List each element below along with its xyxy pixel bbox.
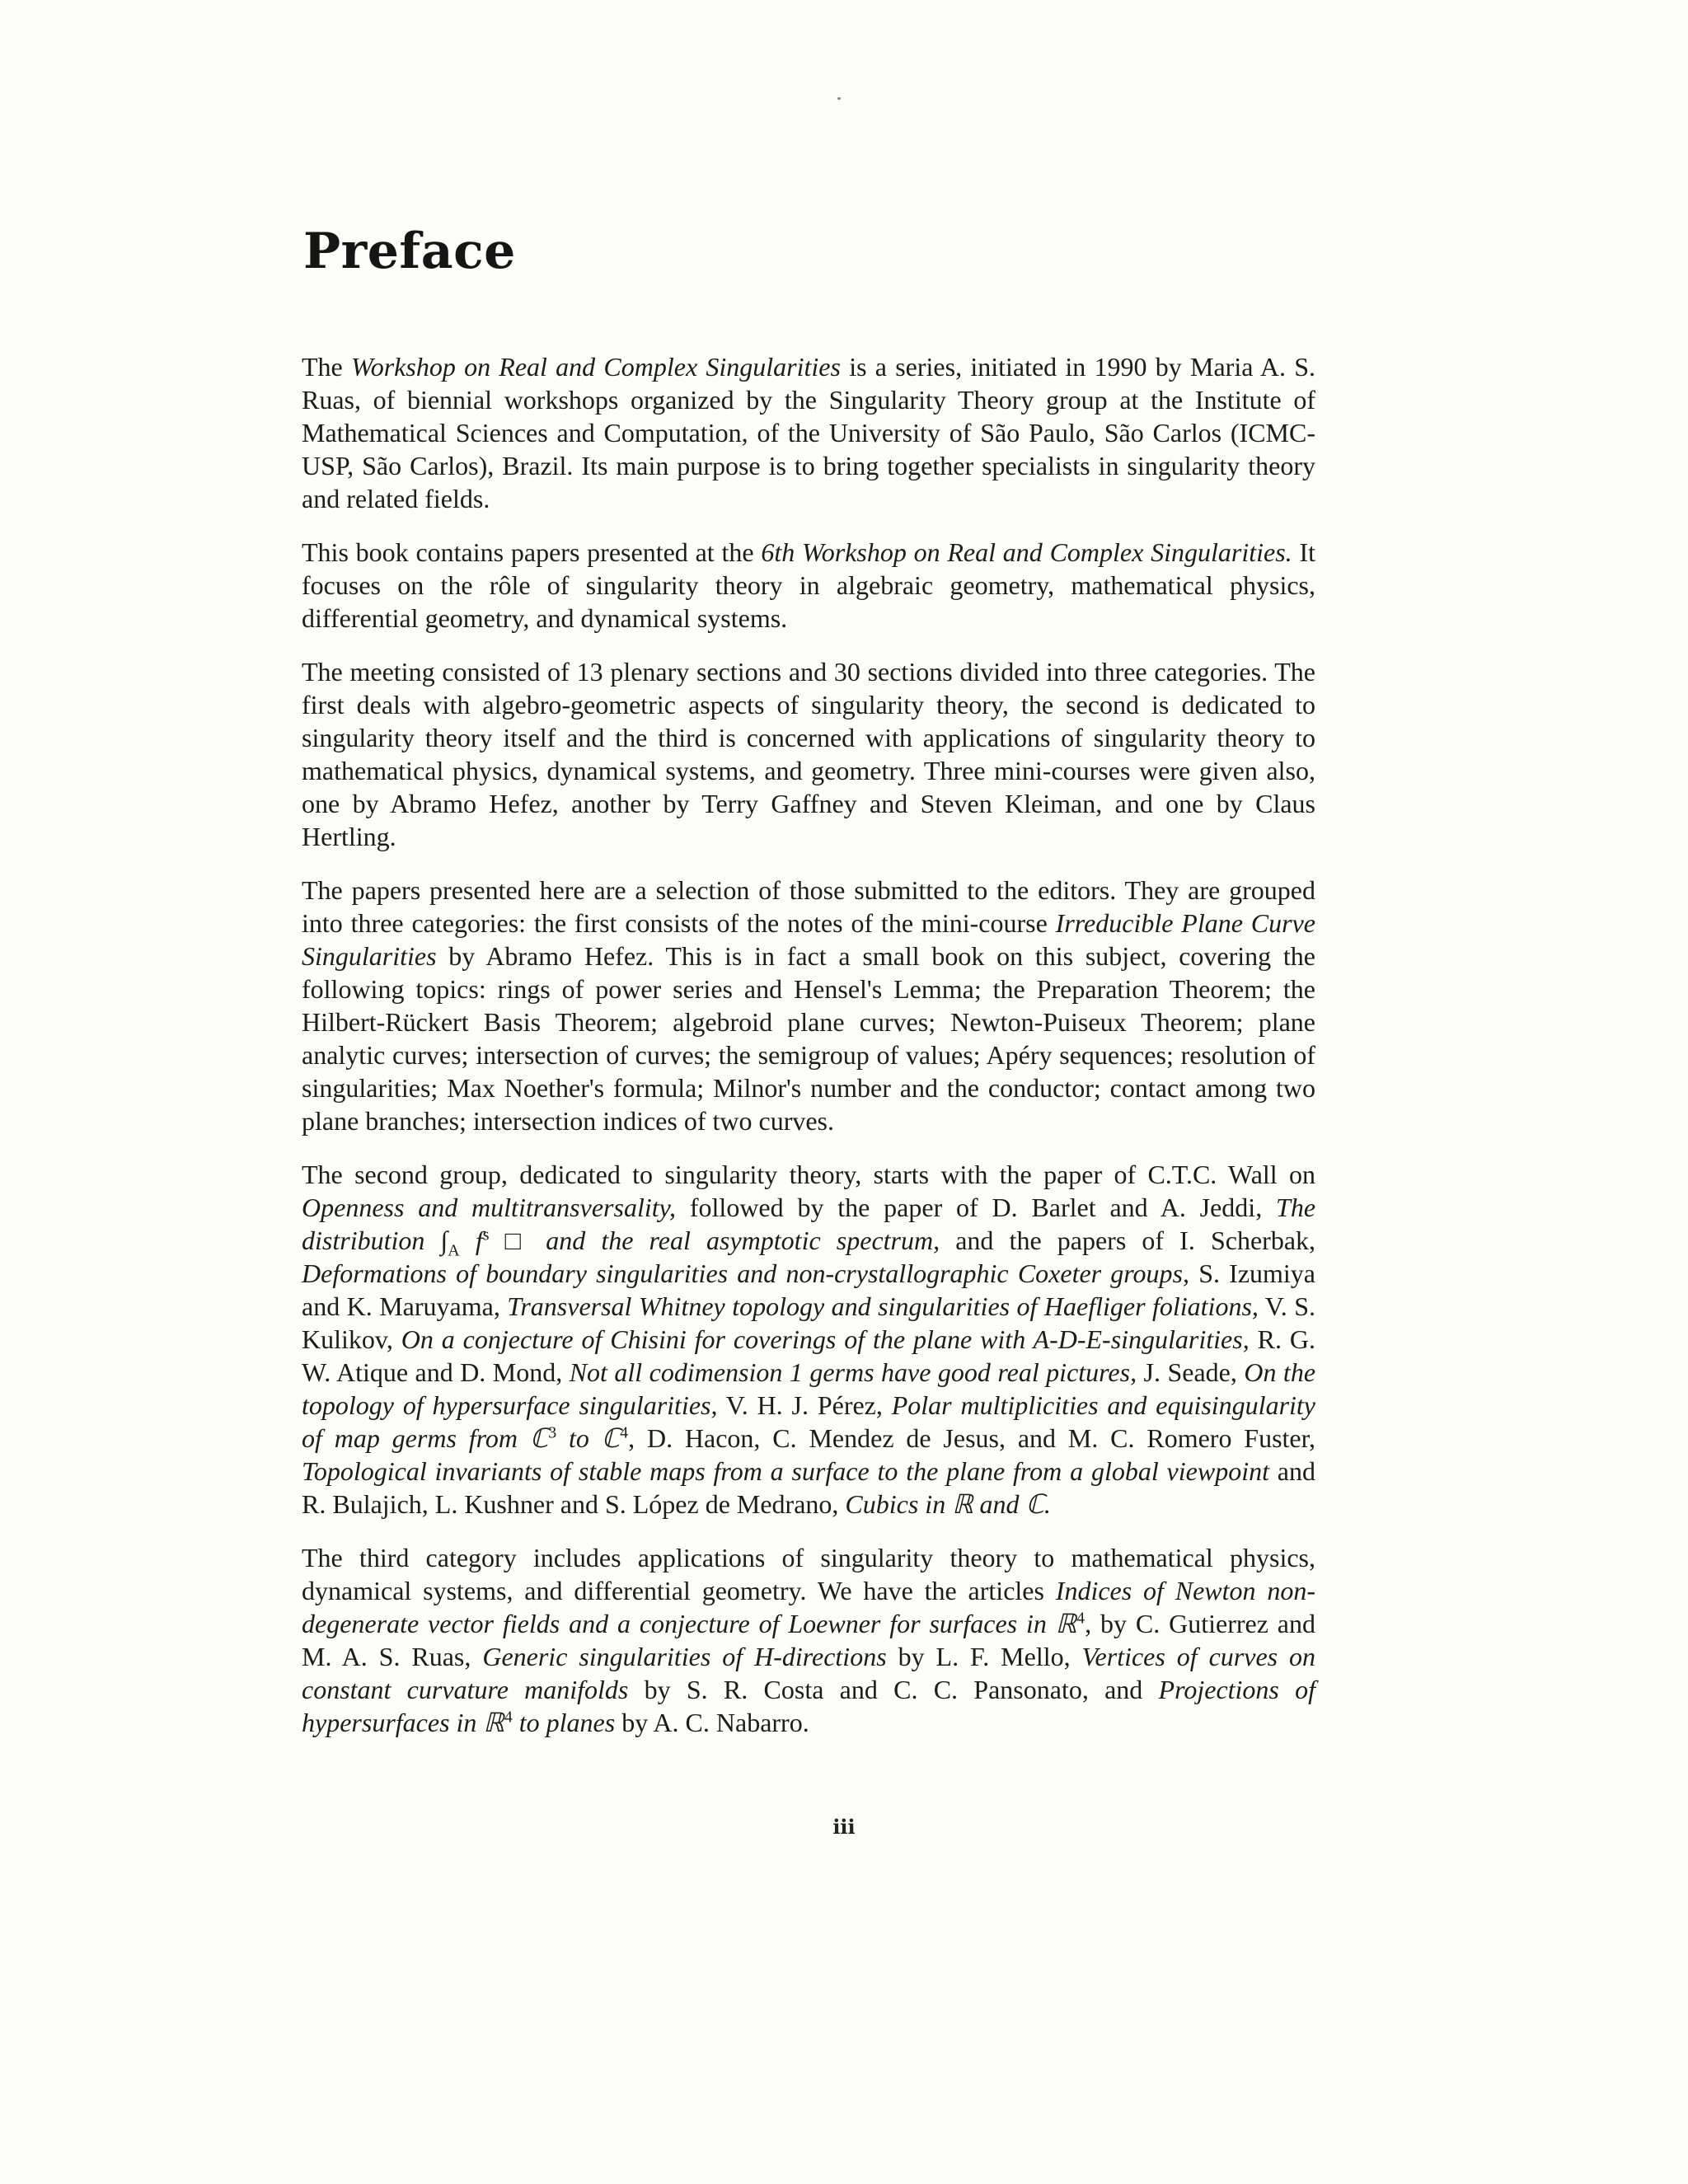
paragraph	[302, 1158, 1315, 1521]
paragraph	[302, 874, 1315, 1137]
paragraph	[302, 536, 1315, 635]
text-run: Openness and multitransversality,	[302, 1193, 677, 1222]
text-run: Vertices of curves on constant curvature manifolds	[302, 1642, 1316, 1704]
text-run: , by C. Gutierrez and M. A. S. Ruas,	[302, 1609, 1316, 1671]
paragraph	[302, 1541, 1315, 1739]
text-run: Projections of hypersurfaces in ℝ	[302, 1675, 1316, 1737]
text-run: by A. C. Nabarro.	[615, 1708, 809, 1737]
text-run: S. Izumiya and K. Maruyama,	[302, 1258, 1316, 1321]
text-run: Topological invariants of stable maps from a surface to the plane from a global viewpoint	[302, 1456, 1269, 1486]
text-run: □ and the real asymptotic spectrum,	[489, 1226, 940, 1255]
text-run: 3	[548, 1423, 557, 1442]
text-run: Indices of Newton non-degenerate vector fields and a conjecture of Loewner for surfaces in ℝ	[302, 1576, 1316, 1638]
text-run: R. G. W. Atique and D. Mond,	[302, 1324, 1316, 1387]
text-run: by S. R. Costa and C. C. Pansonato, and	[628, 1675, 1159, 1704]
text-run: by L. F. Mello,	[886, 1642, 1082, 1671]
text-run: It focuses on the rôle of singularity theory in algebraic geometry, mathematical physics, differential geometry, and dynamical systems.	[302, 537, 1315, 633]
text-run: by Abramo Hefez. This is in fact a small book on this subject, covering the following topics: rings of power series and Hensel's Lemma; the Preparation Theorem; the Hilbert-Rückert Basis Theorem; algebroid plane curves; Newton-Puiseux Theorem; plane analytic curves; intersection of curves; the semigroup of values; Apéry sequences; resolution of singularities; Max Noether's formula; Milnor's number and the conductor; contact among two plane branches; intersection indices of two curves.	[302, 941, 1315, 1136]
text-run: V. S. Kulikov,	[302, 1291, 1316, 1354]
text-run: On a conjecture of Chisini for coverings of the plane with A-D-E-singularities,	[401, 1324, 1250, 1354]
preface-body	[302, 350, 1315, 1760]
text-run: The third category includes applications of singularity theory to mathematical physics, dynamical systems, and differential geometry. We have the articles	[302, 1543, 1315, 1605]
text-run: 4	[1076, 1609, 1085, 1628]
text-run: Polar multiplicities and equisingularity of map germs from ℂ	[302, 1390, 1316, 1453]
text-run: Irreducible Plane Curve Singularities	[302, 908, 1316, 971]
text-run: and R. Bulajich, L. Kushner and S. López de Medrano,	[302, 1456, 1316, 1519]
text-run: 4	[620, 1423, 629, 1442]
page-title: Preface	[303, 223, 516, 280]
text-run: Workshop on Real and Complex Singularities	[351, 352, 841, 382]
text-run: 6th Workshop on Real and Complex Singularities.	[761, 537, 1292, 567]
text-run: f	[459, 1226, 483, 1255]
paragraph	[302, 350, 1315, 515]
text-run: Not all codimension 1 germs have good real pictures,	[569, 1357, 1137, 1387]
text-run: The papers presented here are a selection of those submitted to the editors. They are grouped into three categories: the first consists of the notes of the mini-course	[302, 875, 1315, 938]
text-run: to ℂ	[556, 1423, 621, 1453]
text-run: The distribution ∫	[302, 1193, 1316, 1255]
text-run: Deformations of boundary singularities and non-crystallographic Coxeter groups,	[302, 1258, 1190, 1288]
scan-speck	[837, 97, 841, 100]
paragraph	[302, 655, 1315, 853]
text-run: The second group, dedicated to singularity theory, starts with the paper of C.T.C. Wall on	[302, 1160, 1315, 1189]
text-run: Transversal Whitney topology and singularities of Haefliger foliations,	[507, 1291, 1259, 1321]
text-run: A	[448, 1241, 460, 1260]
text-run: to planes	[512, 1708, 616, 1737]
text-run: V. H. J. Pérez,	[717, 1390, 892, 1420]
text-run: On the topology of hypersurface singularities,	[302, 1357, 1316, 1420]
text-run: , D. Hacon, C. Mendez de Jesus, and M. C. Romero Fuster,	[628, 1423, 1316, 1453]
text-run: is a series, initiated in 1990 by Maria A. S. Ruas, of biennial workshops organized by the Singularity Theory group at the Institute of Mathematical Sciences and Computation, of the University of São Paulo, São Carlos (ICMC-USP, São Carlos), Brazil. Its main purpose is to bring together specialists in singularity theory and related fields.	[302, 352, 1316, 513]
text-run: The meeting consisted of 13 plenary sections and 30 sections divided into three categories. The first deals with algebro-geometric aspects of singularity theory, the second is dedicated to singularity theory itself and the third is concerned with applications of singularity theory to mathematical physics, dynamical systems, and geometry. Three mini-courses were given also, one by Abramo Hefez, another by Terry Gaffney and Steven Kleiman, and one by Claus Hertling.	[302, 657, 1315, 851]
page-number: iii	[832, 1815, 856, 1839]
text-run: s	[482, 1226, 490, 1244]
text-run: followed by the paper of D. Barlet and A. Jeddi,	[676, 1193, 1277, 1222]
text-run: J. Seade,	[1137, 1357, 1245, 1387]
text-run: Generic singularities of H-directions	[482, 1642, 887, 1671]
text-run: This book contains papers presented at the	[302, 537, 762, 567]
text-run: Cubics in ℝ and ℂ.	[845, 1489, 1051, 1519]
text-run: 4	[504, 1708, 513, 1727]
text-run: The	[302, 352, 351, 382]
text-run: and the papers of I. Scherbak,	[940, 1226, 1316, 1255]
